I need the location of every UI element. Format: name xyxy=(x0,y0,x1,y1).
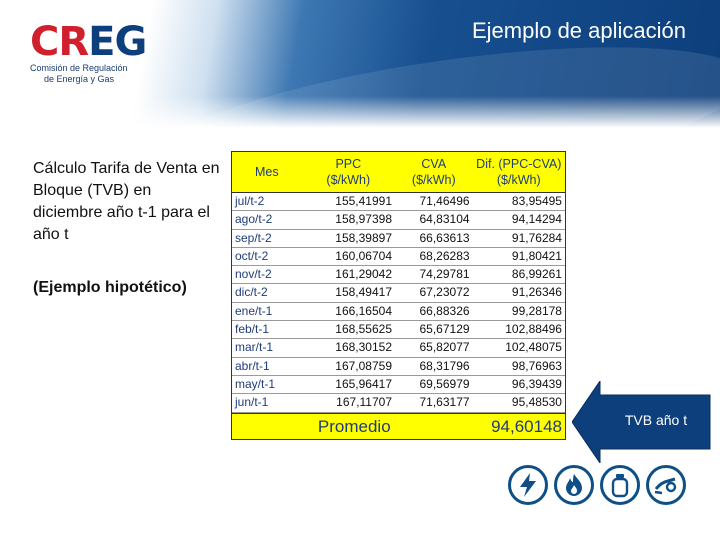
table-header xyxy=(231,151,566,193)
cell-ppc: 158,49417 xyxy=(335,285,393,300)
cell-mes: feb/t-1 xyxy=(235,322,270,337)
cell-dif: 102,88496 xyxy=(505,322,562,337)
header-line: ($/kWh) xyxy=(496,173,541,187)
logo-letter: R xyxy=(58,19,89,65)
header-cva xyxy=(395,152,473,192)
header-line: Mes xyxy=(254,165,279,179)
callout-label: TVB año t xyxy=(624,412,688,428)
cell-dif: 91,76284 xyxy=(511,230,562,245)
table-row xyxy=(232,284,565,302)
logo-subtitle-2: de Energía y Gas xyxy=(44,74,115,84)
cell-mes: may/t-1 xyxy=(235,376,276,391)
tvb-callout xyxy=(572,381,712,463)
cell-ppc: 160,06704 xyxy=(335,248,393,263)
creg-logo xyxy=(30,19,180,94)
cell-cva: 65,82077 xyxy=(419,340,470,355)
header-line: CVA xyxy=(421,157,447,171)
table-row xyxy=(232,248,565,266)
cell-mes: jul/t-2 xyxy=(235,194,265,208)
cell-cva: 66,88326 xyxy=(419,303,470,318)
tariff-table xyxy=(231,151,566,440)
logo-letter: E xyxy=(88,19,115,65)
cell-cva: 64,83104 xyxy=(419,212,470,227)
table-body xyxy=(231,193,566,413)
gas-cylinder-icon xyxy=(600,465,640,505)
cell-dif: 86,99261 xyxy=(511,267,562,282)
cell-dif: 91,80421 xyxy=(511,248,562,263)
cell-mes: oct/t-2 xyxy=(235,248,269,263)
cell-mes: ago/t-2 xyxy=(235,212,273,227)
logo-letter: C xyxy=(30,19,59,65)
cell-ppc: 167,08759 xyxy=(335,358,393,373)
cell-ppc: 167,11707 xyxy=(336,395,393,410)
header-mes xyxy=(232,152,302,192)
table-row xyxy=(232,376,565,394)
table-row xyxy=(232,339,565,357)
cell-cva: 74,29781 xyxy=(419,267,470,282)
header-line: Dif. (PPC-CVA) xyxy=(476,157,562,171)
electricity-icon xyxy=(508,465,548,505)
header-line: ($/kWh) xyxy=(326,173,371,187)
table-row xyxy=(232,211,565,229)
page-title: Ejemplo de aplicación xyxy=(471,18,686,43)
cell-cva: 69,56979 xyxy=(419,376,470,391)
logo-letter: G xyxy=(114,19,147,65)
header-line: PPC xyxy=(335,157,362,171)
header-ppc xyxy=(302,152,395,192)
cell-mes: nov/t-2 xyxy=(235,267,272,282)
cell-mes: dic/t-2 xyxy=(235,285,268,300)
cell-mes: sep/t-2 xyxy=(235,230,272,245)
logo-word xyxy=(30,19,180,65)
cell-dif: 99,28178 xyxy=(511,303,562,318)
table-row xyxy=(232,193,565,211)
cell-cva: 65,67129 xyxy=(419,322,470,337)
table-footer xyxy=(231,413,566,440)
cell-dif: 83,95495 xyxy=(511,194,562,208)
header-fade xyxy=(0,96,720,128)
average-value: 94,60148 xyxy=(491,416,562,436)
header-line: ($/kWh) xyxy=(411,173,456,187)
cell-cva: 68,26283 xyxy=(419,248,470,263)
table-row xyxy=(232,394,565,412)
cell-cva: 67,23072 xyxy=(419,285,470,300)
cell-mes: ene/t-1 xyxy=(235,303,273,318)
cell-mes: jun/t-1 xyxy=(235,395,269,410)
average-label: Promedio xyxy=(317,416,391,436)
cell-mes: mar/t-1 xyxy=(235,340,274,355)
cell-ppc: 161,29042 xyxy=(335,267,393,282)
table-row xyxy=(232,230,565,248)
table-row xyxy=(232,303,565,321)
cell-dif: 95,48530 xyxy=(511,395,562,410)
cell-dif: 102,48075 xyxy=(505,340,562,355)
header-dif xyxy=(473,152,565,192)
description-text: Cálculo Tarifa de Venta en Bloque (TVB) en diciembre año t-1 para el año t xyxy=(33,160,220,243)
cell-ppc: 155,41991 xyxy=(335,194,393,208)
cell-dif: 96,39439 xyxy=(511,376,562,391)
hypothetical-note: (Ejemplo hipotético) xyxy=(33,279,187,296)
cell-ppc: 158,97398 xyxy=(335,212,393,227)
gas-flame-icon xyxy=(554,465,594,505)
cell-ppc: 168,55625 xyxy=(335,322,393,337)
cell-cva: 71,46496 xyxy=(419,194,470,208)
cell-mes: abr/t-1 xyxy=(235,358,270,373)
cell-dif: 98,76963 xyxy=(511,358,562,373)
cell-ppc: 168,30152 xyxy=(335,340,393,355)
logo-subtitle-1: Comisión de Regulación xyxy=(30,63,128,73)
table-row xyxy=(232,266,565,284)
cell-cva: 66,63613 xyxy=(419,230,470,245)
cell-ppc: 166,16504 xyxy=(335,303,393,318)
cell-dif: 94,14294 xyxy=(511,212,562,227)
cell-cva: 68,31796 xyxy=(419,358,470,373)
cell-ppc: 158,39897 xyxy=(335,230,393,245)
cell-dif: 91,26346 xyxy=(511,285,562,300)
cell-ppc: 165,96417 xyxy=(335,376,393,391)
table-row xyxy=(232,321,565,339)
cell-cva: 71,63177 xyxy=(419,395,470,410)
icon-row xyxy=(508,465,692,517)
gas-pipe-icon xyxy=(646,465,686,505)
table-row xyxy=(232,358,565,376)
